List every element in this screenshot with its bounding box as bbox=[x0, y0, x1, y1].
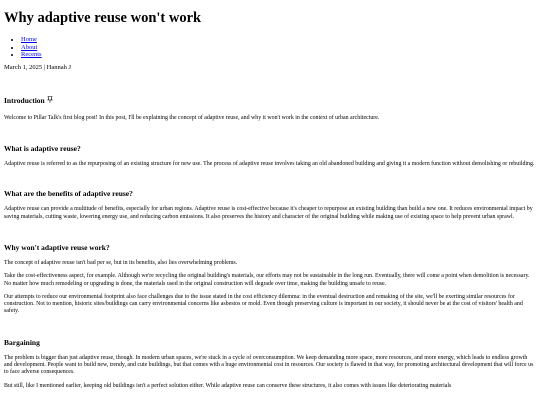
post-title: Why adaptive reuse won't work bbox=[4, 10, 202, 26]
why-not-paragraph-2: Take the cost-effectiveness aspect, for example. Although we're recycling the original building's materials, our efforts may not be sustainable in the long run. Eventually, there will come a point when demolition is necessary. No matter how much remodeling or upgrading is done, the materials used in the original construction will degrade over time, making the building unsafe to reuse. bbox=[4, 273, 530, 287]
bargaining-paragraph-2: But still, like I mentioned earlier, keeping old buildings isn't a perfect solution either. While adaptive reuse can conserve these structures, it also comes with issues like deteriorating materials bbox=[4, 382, 452, 389]
benefits-paragraph: Adaptive reuse can provide a multitude of benefits, especially for urban regions. Adaptive reuse is cost-effective because it's cheaper to repurpose an existing building than build a new one. It reduces environmental impact by saving materials, cutting waste, lowering energy use, and reducing carbon emissions. It also preserves the history and character of the original building while making use of existing space to help prevent urban sprawl. bbox=[4, 206, 533, 220]
nav-item-recents bbox=[21, 51, 536, 59]
benefits-heading: What are the benefits of adaptive reuse? bbox=[4, 189, 133, 199]
nav-link-recents[interactable]: Recents bbox=[21, 51, 42, 59]
intro-heading-text: Introduction bbox=[4, 95, 45, 105]
nav-link-home[interactable]: Home bbox=[21, 36, 37, 43]
post-author: Hannah J bbox=[46, 63, 72, 71]
why-not-heading: Why won't adaptive reuse work? bbox=[4, 242, 110, 252]
nav-link-about[interactable]: About bbox=[21, 43, 38, 51]
meta-separator: | bbox=[43, 63, 46, 71]
post-meta bbox=[4, 64, 536, 72]
pushpin-icon bbox=[47, 96, 53, 107]
nav-item-about bbox=[21, 44, 536, 52]
what-paragraph: Adaptive reuse is referred to as the repurposing of an existing structure for new use. The process of adaptive reuse involves taking an old abandoned building and giving it a modern function without demolishing or rebuilding. bbox=[4, 161, 535, 168]
why-not-paragraph-1: The concept of adaptive reuse isn't bad per se, but in its benefits, also lies overwhelming problems. bbox=[4, 259, 238, 266]
nav-list bbox=[4, 36, 536, 59]
bargaining-heading: Bargaining bbox=[4, 337, 40, 347]
intro-paragraph: Welcome to Pillar Talk's first blog post! In this post, I'll be explaining the concept of adaptive reuse, and why it won't work in the context of urban architecture. bbox=[4, 114, 380, 121]
why-not-paragraph-3: Our attempts to reduce our environmental footprint also face challenges due to the issue stated in the cost efficiency dilemma: in the eventual destruction and remaking of the site, we'll be exerting similar resources for construction. Not to mention, historic sites/buildings can carry environmental concerns like asbestos or mold. Even though preserving culture is important in our society, it should never be at the cost of visitors' health and safety. bbox=[4, 293, 523, 315]
what-heading: What is adaptive reuse? bbox=[4, 144, 81, 154]
intro-heading bbox=[4, 96, 536, 107]
post-date: March 1, 2025 bbox=[4, 63, 43, 71]
bargaining-paragraph-1: The problem is bigger than just adaptive reuse, though. In modern urban spaces, we're stuck in a cycle of overconsumption. We keep demanding more space, more resources, and more energy, which leads to endless growth and development. People want to build new, trendy, and cute buildings, but that comes with a huge environmental cost in resources. Our society is flawed in that way, for promoting architectural development that will force us to face adverse consequences. bbox=[4, 354, 534, 376]
nav-item-home bbox=[21, 36, 536, 44]
